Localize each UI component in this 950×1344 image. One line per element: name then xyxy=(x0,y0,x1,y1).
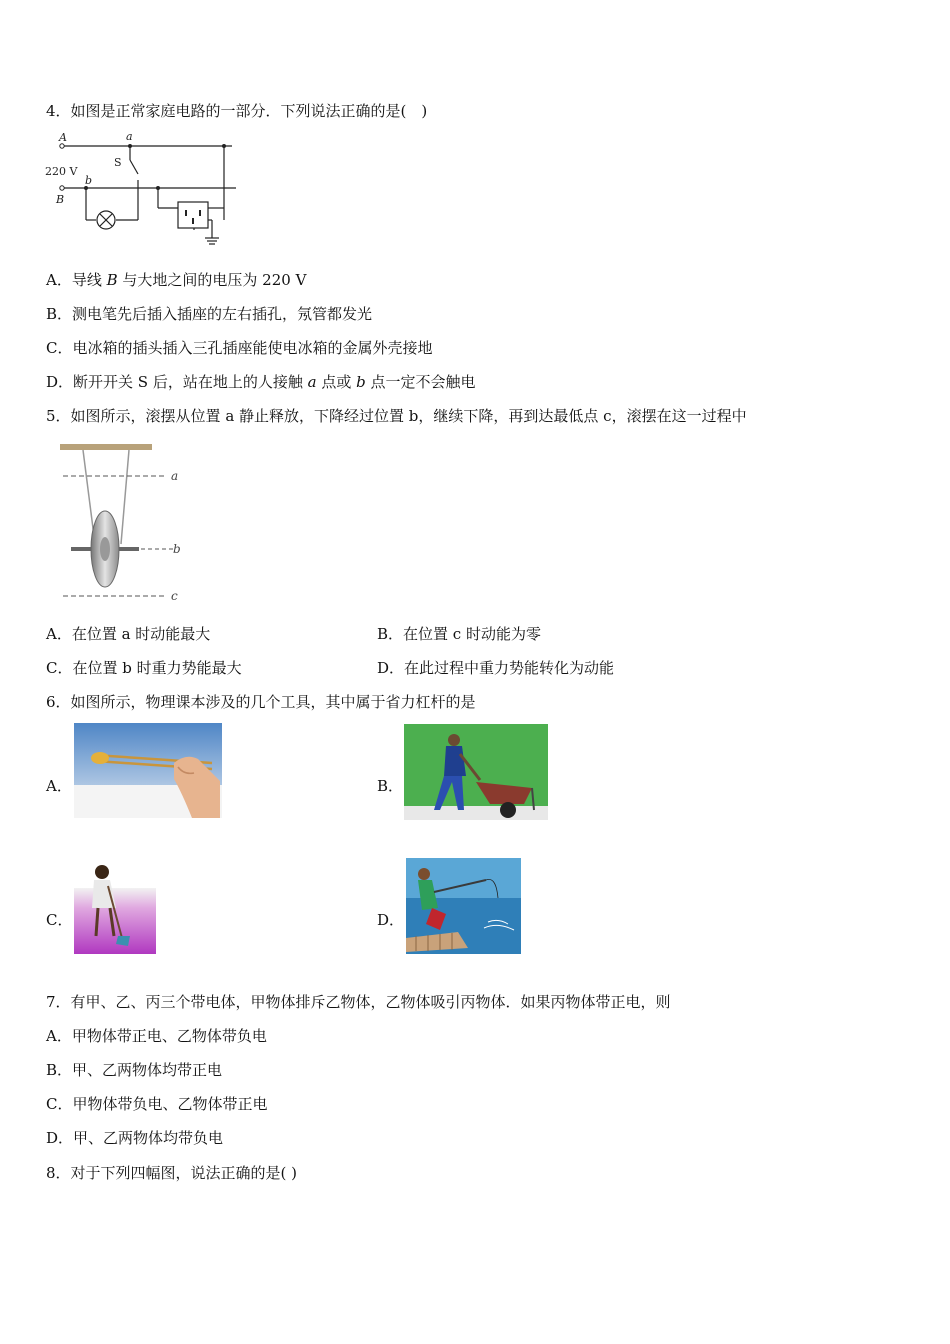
label-S: S xyxy=(114,156,122,169)
q5-option-a: A．在位置 a 时动能最大 xyxy=(46,625,211,643)
q7-option-b: B．甲、乙两物体均带正电 xyxy=(46,1061,223,1079)
q7-option-c: C．甲物体带负电、乙物体带正电 xyxy=(46,1095,268,1113)
q6-stem: 6．如图所示，物理课本涉及的几个工具，其中属于省力杠杆的是 xyxy=(46,693,476,711)
label-b: b xyxy=(85,174,93,187)
label-A: A xyxy=(59,131,67,144)
q5-option-b: B．在位置 c 时动能为零 xyxy=(377,625,541,643)
q4-option-d: D．断开开关 S 后，站在地上的人接触 a 点或 b 点一定不会触电 xyxy=(46,373,476,391)
q6-option-d-label: D． xyxy=(377,911,405,929)
q8-stem: 8．对于下列四幅图，说法正确的是( ) xyxy=(46,1164,298,1182)
q4-option-a: A．导线 B 与大地之间的电压为 220 V xyxy=(46,271,307,289)
q4-stem: 4．如图是正常家庭电路的一部分．下列说法正确的是( ) xyxy=(46,102,428,120)
label-b: b xyxy=(173,542,181,556)
label-B: B xyxy=(56,193,65,206)
q6-fishing-image xyxy=(406,858,521,954)
q5-option-c: C．在位置 b 时重力势能最大 xyxy=(46,659,242,677)
label-220V: 220 V xyxy=(45,165,78,178)
q4-circuit-diagram xyxy=(42,130,242,248)
label-c: c xyxy=(171,589,178,603)
q4-option-c: C．电冰箱的插头插入三孔插座能使电冰箱的金属外壳接地 xyxy=(46,339,433,357)
q6-chopsticks-image xyxy=(74,723,222,818)
q6-girl-with-broom-image xyxy=(74,862,156,954)
label-a: a xyxy=(171,469,179,483)
q5-option-d: D．在此过程中重力势能转化为动能 xyxy=(377,659,615,677)
q5-maxwell-pendulum-figure xyxy=(55,440,190,608)
q4-option-b: B．测电笔先后插入插座的左右插孔，氖管都发光 xyxy=(46,305,373,323)
q6-option-a-label: A． xyxy=(46,777,72,795)
q6-option-b-label: B． xyxy=(377,777,404,795)
label-a: a xyxy=(126,130,133,143)
q6-option-c-label: C． xyxy=(46,911,73,929)
q7-option-d: D．甲、乙两物体均带负电 xyxy=(46,1129,224,1147)
q5-stem: 5．如图所示，滚摆从位置 a 静止释放，下降经过位置 b，继续下降，再到达最低点 c，滚摆在这一过程中 xyxy=(46,407,747,425)
q6-wheelbarrow-image xyxy=(404,724,548,820)
q7-option-a: A．甲物体带正电、乙物体带负电 xyxy=(46,1027,267,1045)
q7-stem: 7．有甲、乙、丙三个带电体，甲物体排斥乙物体，乙物体吸引丙物体．如果丙物体带正电，则 xyxy=(46,993,671,1011)
